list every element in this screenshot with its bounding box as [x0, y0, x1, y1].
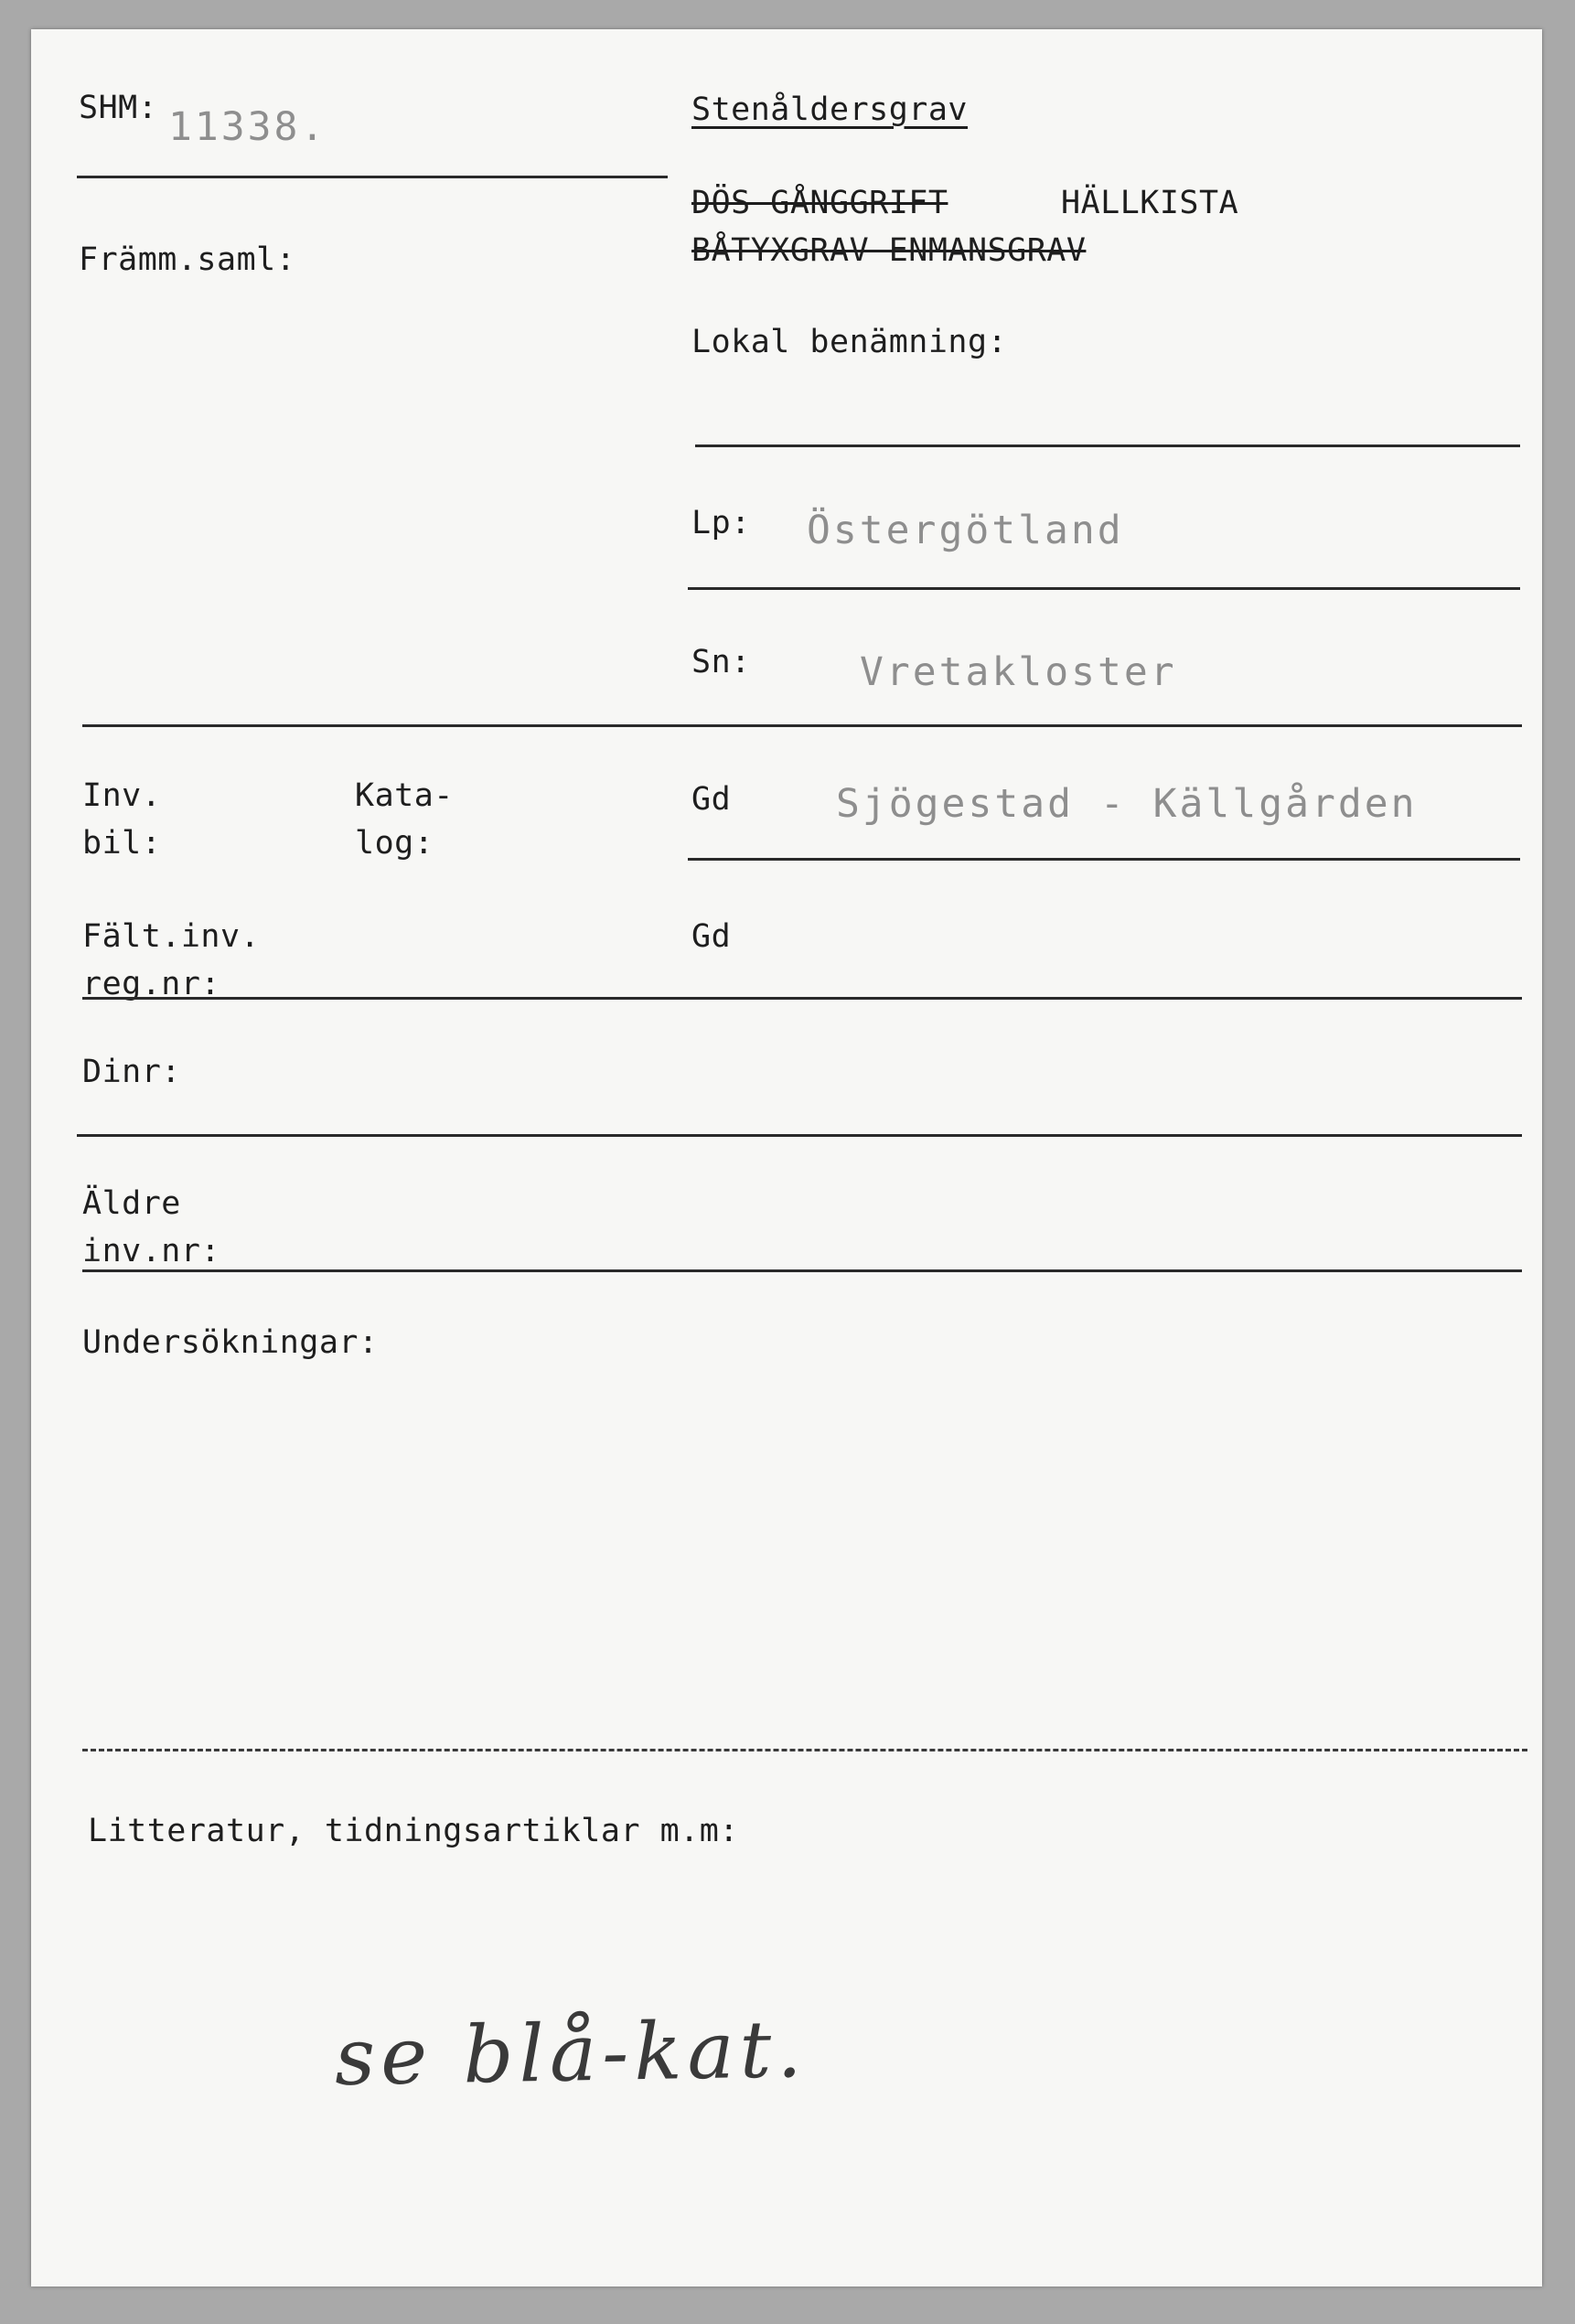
shm-divider: [77, 176, 668, 178]
grave-type-heading: Stenåldersgrav: [691, 91, 969, 128]
aldre-label-line1: Äldre: [82, 1185, 181, 1222]
sn-value: Vretakloster: [860, 649, 1177, 695]
shm-label: SHM:: [79, 90, 158, 126]
lokal-benamning-label: Lokal benämning:: [691, 324, 1008, 360]
lokal-divider: [695, 444, 1520, 447]
katalog-label-line1: Kata-: [355, 777, 454, 814]
inv-label-line2: bil:: [82, 825, 162, 862]
lp-label: Lp:: [691, 505, 751, 541]
lp-divider: [688, 587, 1520, 590]
grave-types-struck-row2: BÅTYXGRAV ENMANSGRAV: [691, 232, 1087, 269]
undersokningar-label: Undersökningar:: [82, 1324, 379, 1361]
framm-saml-label: Främm.saml:: [79, 241, 296, 278]
shm-number: 11338.: [168, 104, 327, 150]
falt-inv-label-line2: reg.nr:: [82, 966, 221, 1002]
handwritten-note: se blå-kat.: [334, 2003, 809, 2104]
inv-label-line1: Inv.: [82, 777, 162, 814]
litteratur-label: Litteratur, tidningsartiklar m.m:: [88, 1813, 739, 1849]
undersokningar-divider: [82, 1749, 1527, 1751]
gd-label-1: Gd: [691, 781, 732, 818]
sn-label: Sn:: [691, 644, 751, 680]
falt-inv-label-line1: Fält.inv.: [82, 918, 261, 955]
sn-divider: [82, 724, 1522, 727]
catalog-card: [31, 29, 1542, 2287]
aldre-divider: [82, 1269, 1522, 1272]
lp-value: Östergötland: [807, 508, 1124, 553]
gd-divider: [688, 858, 1520, 861]
dinr-divider: [77, 1134, 1522, 1137]
grave-types-struck-row1: DÖS GÅNGGRIFT: [691, 185, 948, 221]
dinr-label: Dinr:: [82, 1054, 181, 1090]
grave-type-hallkista: HÄLLKISTA: [1061, 185, 1239, 221]
gd-label-2: Gd: [691, 918, 732, 955]
katalog-label-line2: log:: [355, 825, 434, 862]
aldre-label-line2: inv.nr:: [82, 1233, 221, 1269]
falt-divider: [82, 997, 1522, 1000]
gd-value-1: Sjögestad - Källgården: [836, 781, 1418, 827]
